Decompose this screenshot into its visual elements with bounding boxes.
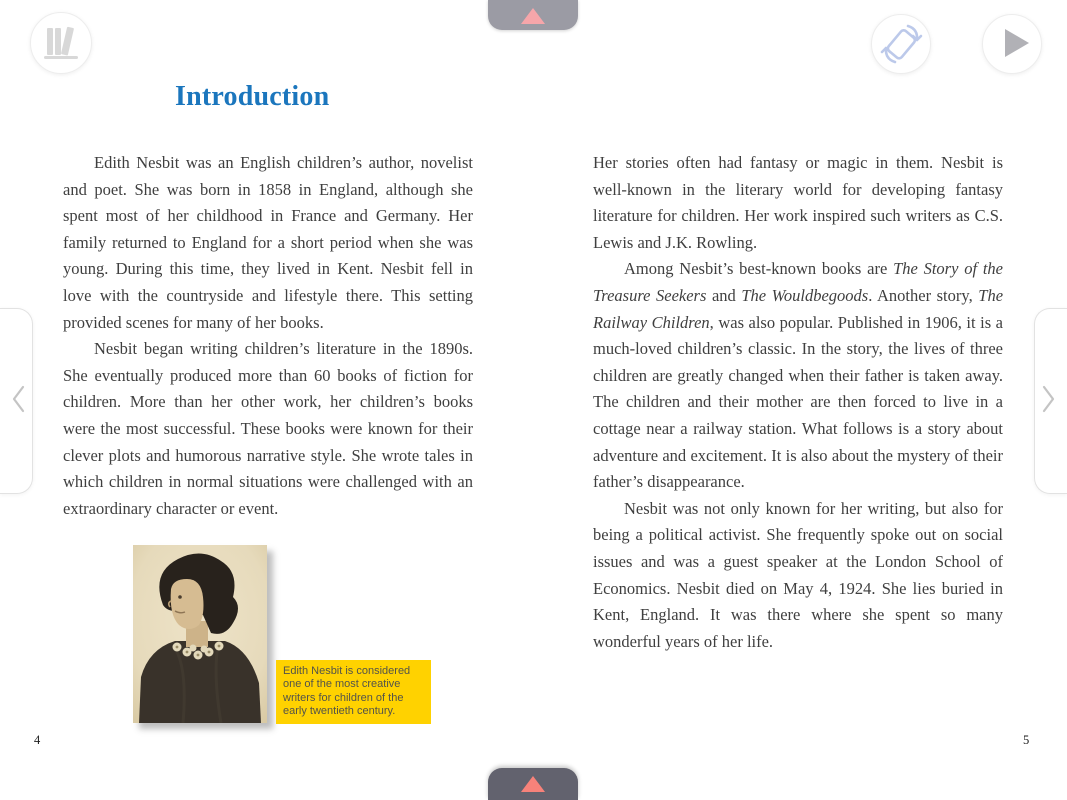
page-title: Introduction bbox=[175, 81, 330, 112]
play-button[interactable] bbox=[982, 14, 1042, 74]
left-page-text bbox=[63, 150, 473, 522]
edith-nesbit-portrait bbox=[133, 545, 267, 723]
paragraph: Edith Nesbit was an English children’s author, novelist and poet. She was born in 1858 in England, although she spent most of her childhood in France and Germany. Her family returned to England for a short period when she was young. During this time, they lived in Kent. Nesbit fell in love with the countryside and lifestyle there. This setting provided scenes for many of her books. bbox=[63, 153, 473, 332]
previous-page-tab[interactable] bbox=[0, 308, 33, 494]
play-icon bbox=[982, 13, 1042, 76]
chevron-left-icon bbox=[10, 380, 28, 423]
chevron-right-icon bbox=[1039, 380, 1057, 423]
rotate-device-icon bbox=[871, 13, 931, 76]
paragraph: Her stories often had fantasy or magic in them. Nesbit is well-known in the literary world for developing fantasy literature for children. Her work inspired such writers as C.S. Lewis and J.K. Rowling. bbox=[593, 153, 1003, 252]
top-drawer-tab[interactable] bbox=[488, 0, 578, 30]
paragraph: Among Nesbit’s best-known books are The Story of the Treasure Seekers and The Wouldbegoods. Another story, The Railway Children, was also popular. Published in 1906, it is a much-loved children’s classic. In the story, the lives of three children are greatly changed when their father is taken away. The children and their mother are then forced to live in a cottage near a railway station. What follows is a story about adventure and excitement. It is also about the mystery of their father’s disappearance. bbox=[593, 259, 1004, 492]
bottom-drawer-tab[interactable] bbox=[488, 768, 578, 800]
right-page-number: 5 bbox=[1023, 733, 1030, 747]
up-arrow-icon bbox=[521, 8, 545, 24]
next-page-tab[interactable] bbox=[1034, 308, 1067, 494]
photo-caption: Edith Nesbit is considered one of the most creative writers for children of the early twentieth century. bbox=[276, 660, 431, 724]
right-page-text bbox=[593, 150, 1003, 655]
left-page-number: 4 bbox=[34, 733, 41, 747]
bookshelf-icon bbox=[30, 11, 92, 76]
paragraph: Nesbit was not only known for her writing, but also for being a political activist. She frequently spoke out on social issues and was a guest speaker at the London School of Economics. Nesbit died on May 4, 1924. She lies buried in Kent, England. It was there where she spent so many wonderful years of her life. bbox=[593, 498, 1003, 651]
paragraph: Nesbit began writing children’s literature in the 1890s. She eventually produced more than 60 books of fiction for children. More than her other work, her children’s books were the most successful. These books were known for their clever plots and humorous narrative style. She wrote tales in which children in normal situations were challenged with an extraordinary character or event. bbox=[63, 339, 473, 518]
up-arrow-icon bbox=[521, 776, 545, 792]
rotate-device-button[interactable] bbox=[871, 14, 931, 74]
library-button[interactable] bbox=[30, 12, 92, 74]
